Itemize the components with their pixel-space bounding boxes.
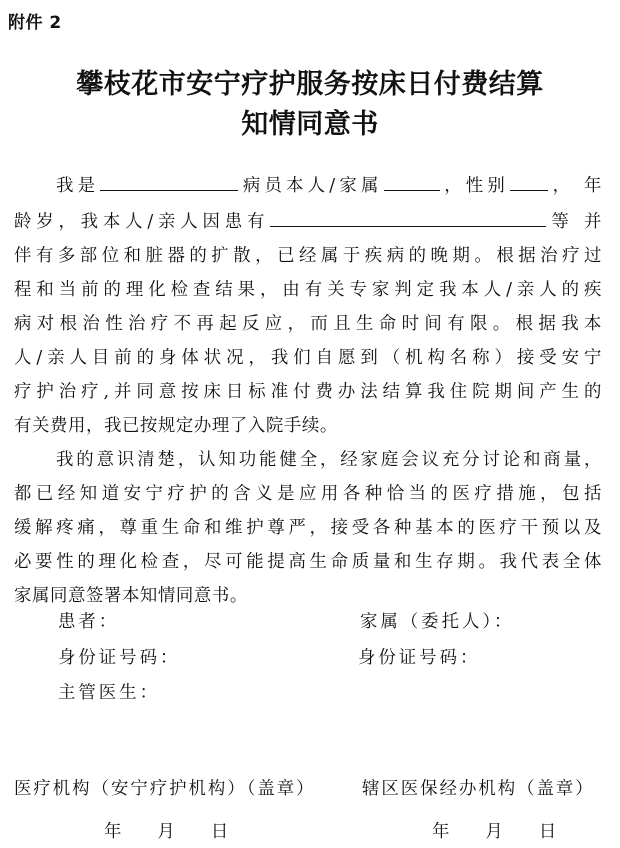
insurance-agency-stamp-label: 辖区医保经办机构（盖章） (362, 779, 595, 799)
paragraph-2-line-5: 家属同意签署本知情同意书。 (14, 586, 248, 606)
doctor-signature-label: 主管医生： (58, 683, 160, 703)
text-age-illness: 龄岁，我本人/亲人因患有 (14, 212, 270, 232)
paragraph-2-line-4: 必要性的理化检查，尽可能提高生命质量和生存期。我代表全体 (14, 552, 602, 572)
paragraph-1-line-5: 病对根治性治疗不再起反应，而且生命时间有限。根据我本 (14, 314, 602, 334)
date-day: 日 (210, 822, 229, 842)
document-title-line-2: 知情同意书 (241, 109, 379, 140)
date-month: 月 (485, 822, 503, 842)
paragraph-1-line-2 (14, 206, 602, 238)
date-day: 日 (538, 822, 557, 842)
family-id-label: 身份证号码： (358, 648, 481, 668)
paragraph-2-line-3: 缓解疼痛，尊重生命和维护尊严，接受各种基本的医疗干预以及 (14, 518, 602, 538)
text-patient-or-family: 病员本人/家属 (239, 176, 383, 196)
text-i-am: 我是 (56, 176, 100, 196)
date-year: 年 (104, 822, 122, 842)
family-signature-label: 家属（委托人）： (360, 612, 515, 632)
text-and: 等 并 (547, 212, 602, 232)
agency-date (432, 820, 556, 844)
institution-date (104, 820, 228, 844)
attachment-label: 附件 2 (8, 13, 62, 33)
paragraph-1-line-7: 疗护治疗,并同意按床日标准付费办法结算我住院期间产生的 (14, 382, 602, 402)
medical-institution-stamp-label: 医疗机构（安宁疗护机构）（盖章） (14, 779, 316, 799)
patient-signature-label: 患者： (58, 612, 120, 632)
paragraph-1-line-8: 有关费用，我已按规定办理了入院手续。 (14, 416, 338, 436)
gender-blank[interactable] (510, 170, 548, 191)
relation-blank[interactable] (384, 170, 440, 191)
paragraph-1-line-3: 伴有多部位和脏器的扩散，已经属于疾病的晚期。根据治疗过 (14, 246, 602, 266)
patient-id-label: 身份证号码： (58, 648, 181, 668)
paragraph-1-line-6: 人/亲人目前的身体状况，我们自愿到（机构名称）接受安宁 (14, 348, 602, 368)
text-gender: ，性别 (440, 176, 510, 196)
paragraph-1-line-1 (56, 170, 602, 202)
text-year: ， 年 (549, 176, 602, 196)
date-year: 年 (432, 822, 450, 842)
paragraph-2-line-2: 都已经知道安宁疗护的含义是应用各种恰当的医疗措施，包括 (14, 484, 602, 504)
document-title-line-1: 攀枝花市安宁疗护服务按床日付费结算 (76, 69, 544, 100)
paragraph-2-line-1: 我的意识清楚，认知功能健全，经家庭会议充分讨论和商量， (56, 450, 602, 470)
paragraph-1-line-4: 程和当前的理化检查结果，由有关专家判定我本人/亲人的疾 (14, 280, 602, 300)
name-blank[interactable] (100, 170, 238, 191)
illness-blank[interactable] (270, 206, 546, 227)
date-month: 月 (157, 822, 175, 842)
